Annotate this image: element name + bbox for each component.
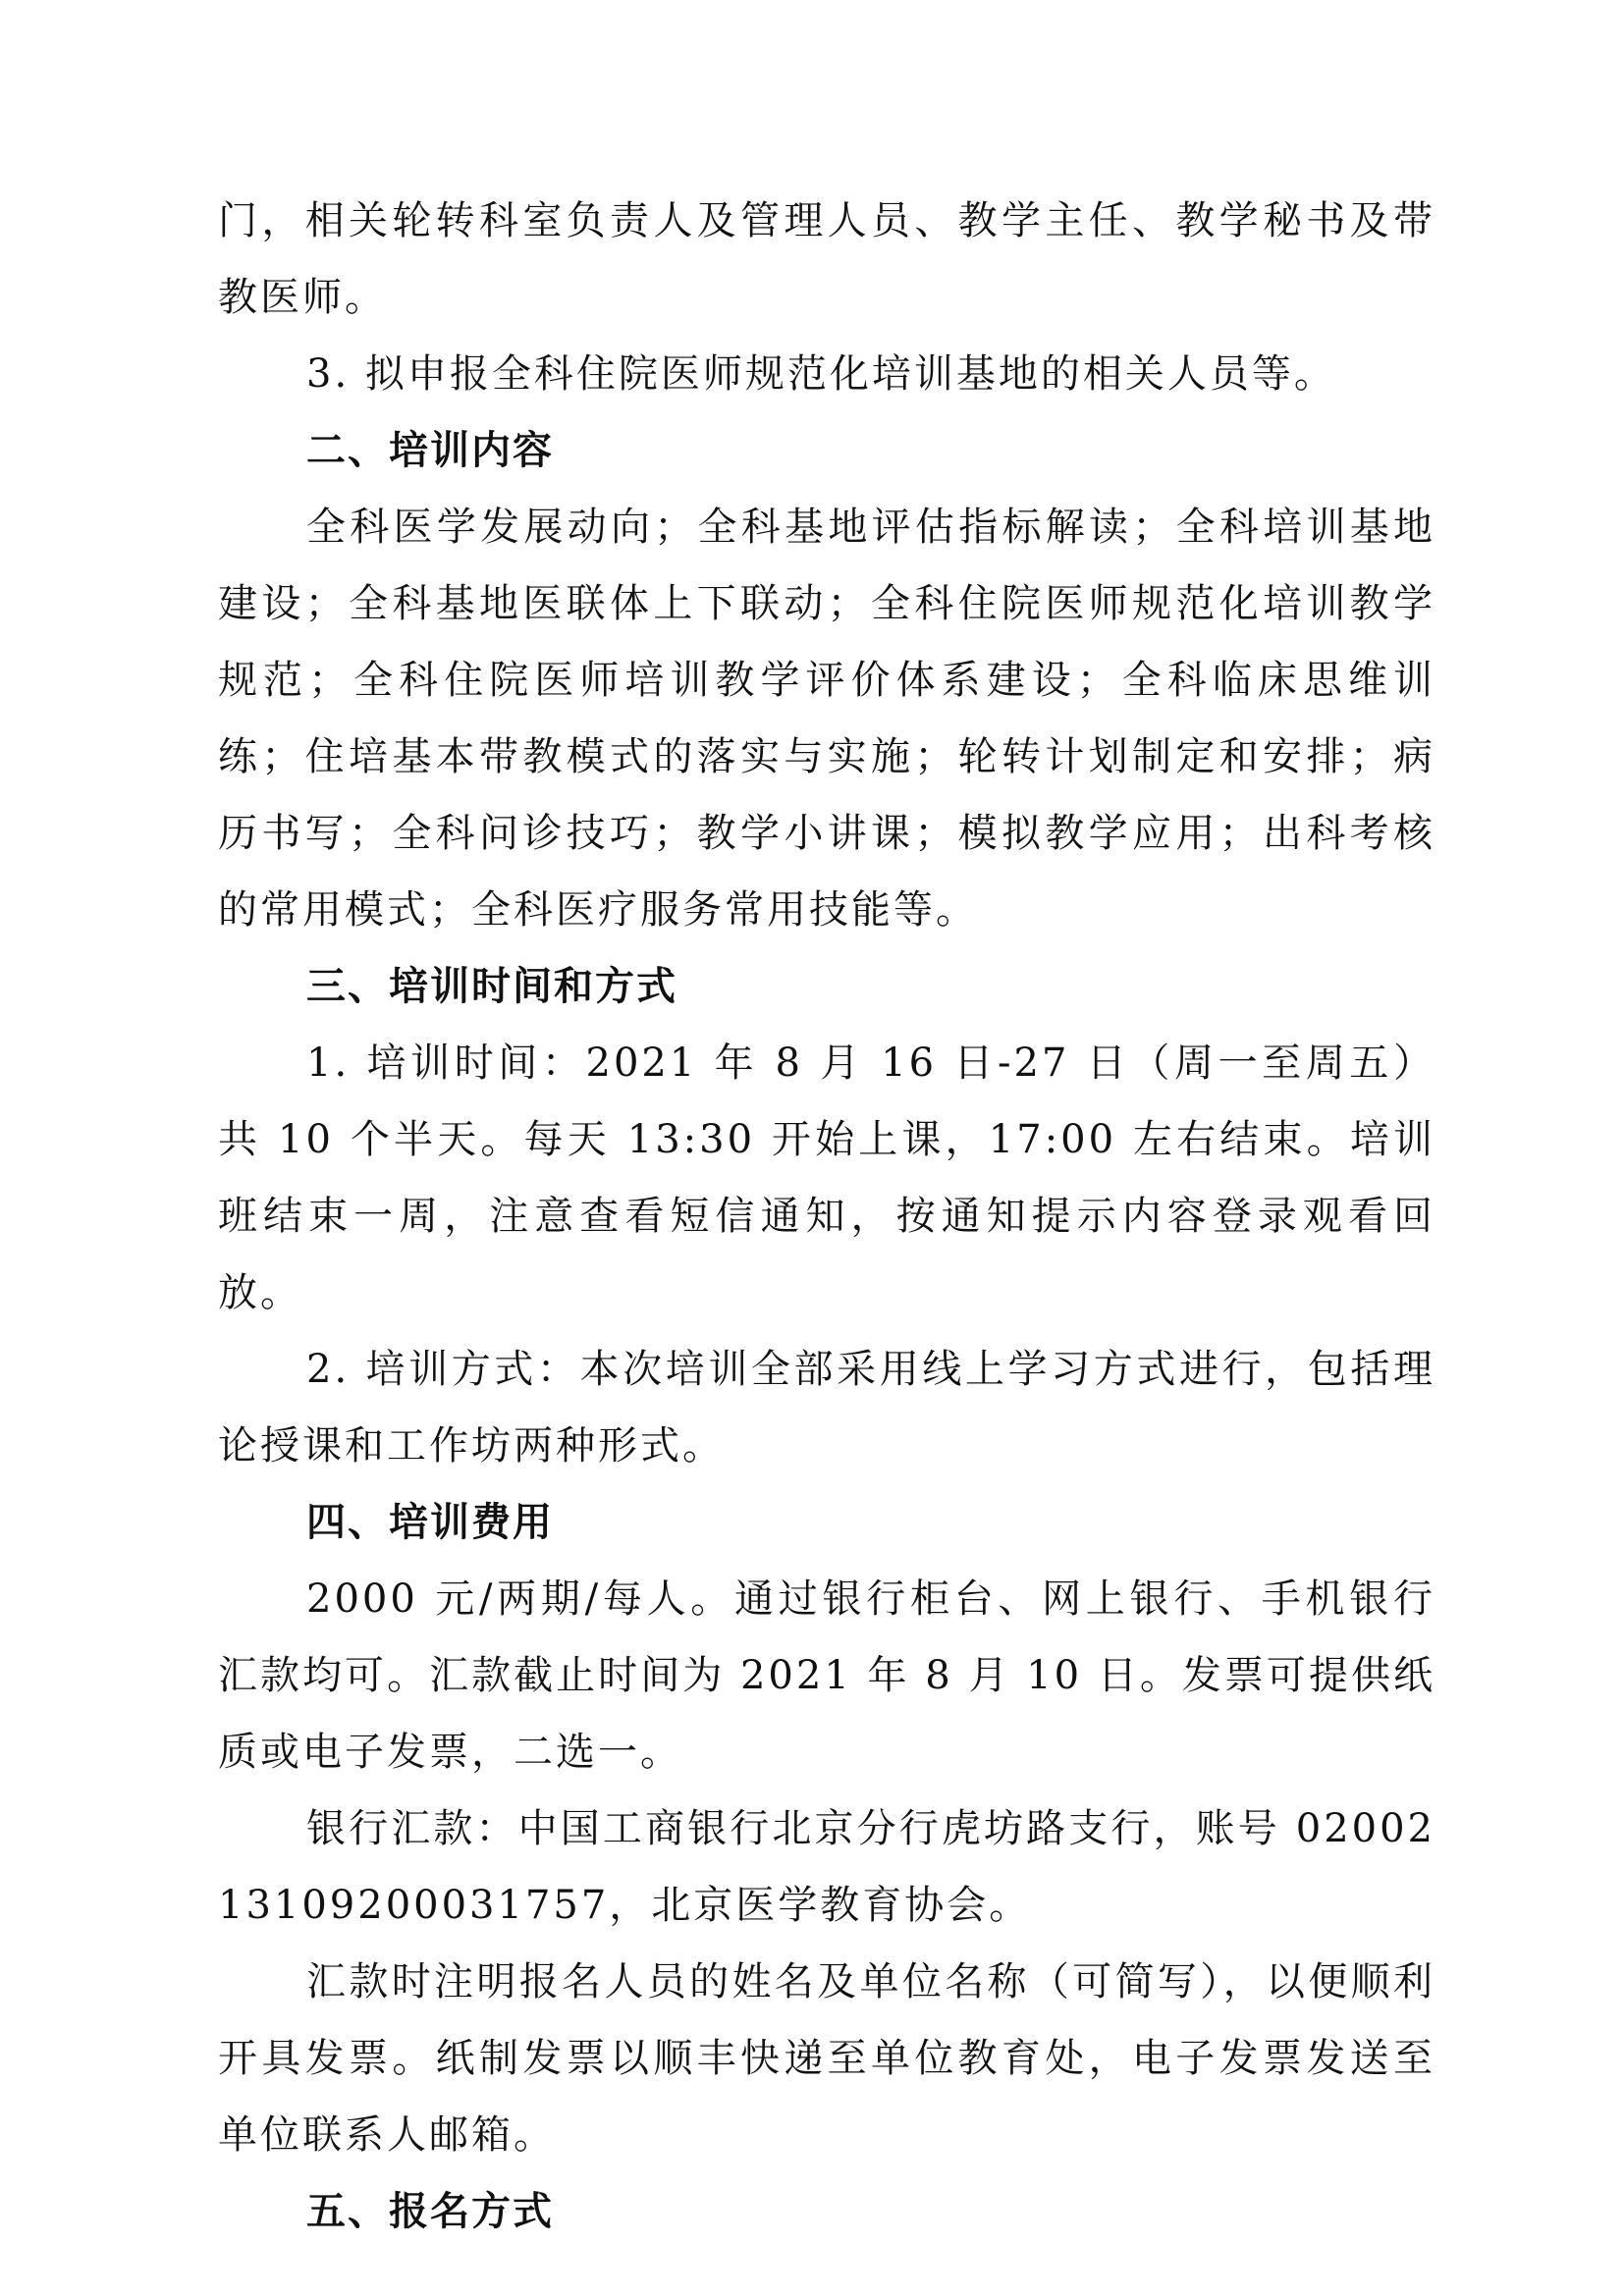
paragraph-fee-details: 2000 元/两期/每人。通过银行柜台、网上银行、手机银行汇款均可。汇款截止时间为 2021 年 8 月 10 日。发票可提供纸质或电子发票，二选一。 bbox=[218, 1576, 1435, 1775]
section-heading-training-fee: 四、培训费用 bbox=[306, 1500, 554, 1545]
paragraph-bank-transfer: 银行汇款：中国工商银行北京分行虎坊路支行，账号 0200213109200031757，北京医学教育协会。 bbox=[218, 1806, 1435, 1928]
paragraph-audience-item-3: 3. 拟申报全科住院医师规范化培训基地的相关人员等。 bbox=[306, 351, 1336, 397]
section-heading-training-content: 二、培训内容 bbox=[306, 428, 554, 473]
document-body bbox=[218, 183, 1435, 2250]
section-heading-training-time-method: 三、培训时间和方式 bbox=[306, 964, 677, 1009]
paragraph-invoice-notes: 汇款时注明报名人员的姓名及单位名称（可简写），以便顺利开具发票。纸制发票以顺丰快递至单位教育处，电子发票发送至单位联系人邮箱。 bbox=[218, 1959, 1435, 2158]
paragraph-continued-audience: 门，相关轮转科室负责人及管理人员、教学主任、教学秘书及带教医师。 bbox=[218, 198, 1435, 320]
section-heading-registration: 五、报名方式 bbox=[306, 2189, 554, 2234]
paragraph-training-content: 全科医学发展动向；全科基地评估指标解读；全科培训基地建设；全科基地医联体上下联动；全科住院医师规范化培训教学规范；全科住院医师培训教学评价体系建设；全科临床思维训练；住培基本带教模式的落实与实施；轮转计划制定和安排；病历书写；全科问诊技巧；教学小讲课；模拟教学应用；出科考核的常用模式；全科医疗服务常用技能等。 bbox=[218, 505, 1435, 933]
paragraph-training-method: 2. 培训方式：本次培训全部采用线上学习方式进行，包括理论授课和工作坊两种形式。 bbox=[218, 1347, 1435, 1468]
paragraph-training-time: 1. 培训时间：2021 年 8 月 16 日-27 日（周一至周五）共 10 个半天。每天 13:30 开始上课，17:00 左右结束。培训班结束一周，注意查看短信通知，按通知提示内容登录观看回放。 bbox=[218, 1041, 1435, 1315]
